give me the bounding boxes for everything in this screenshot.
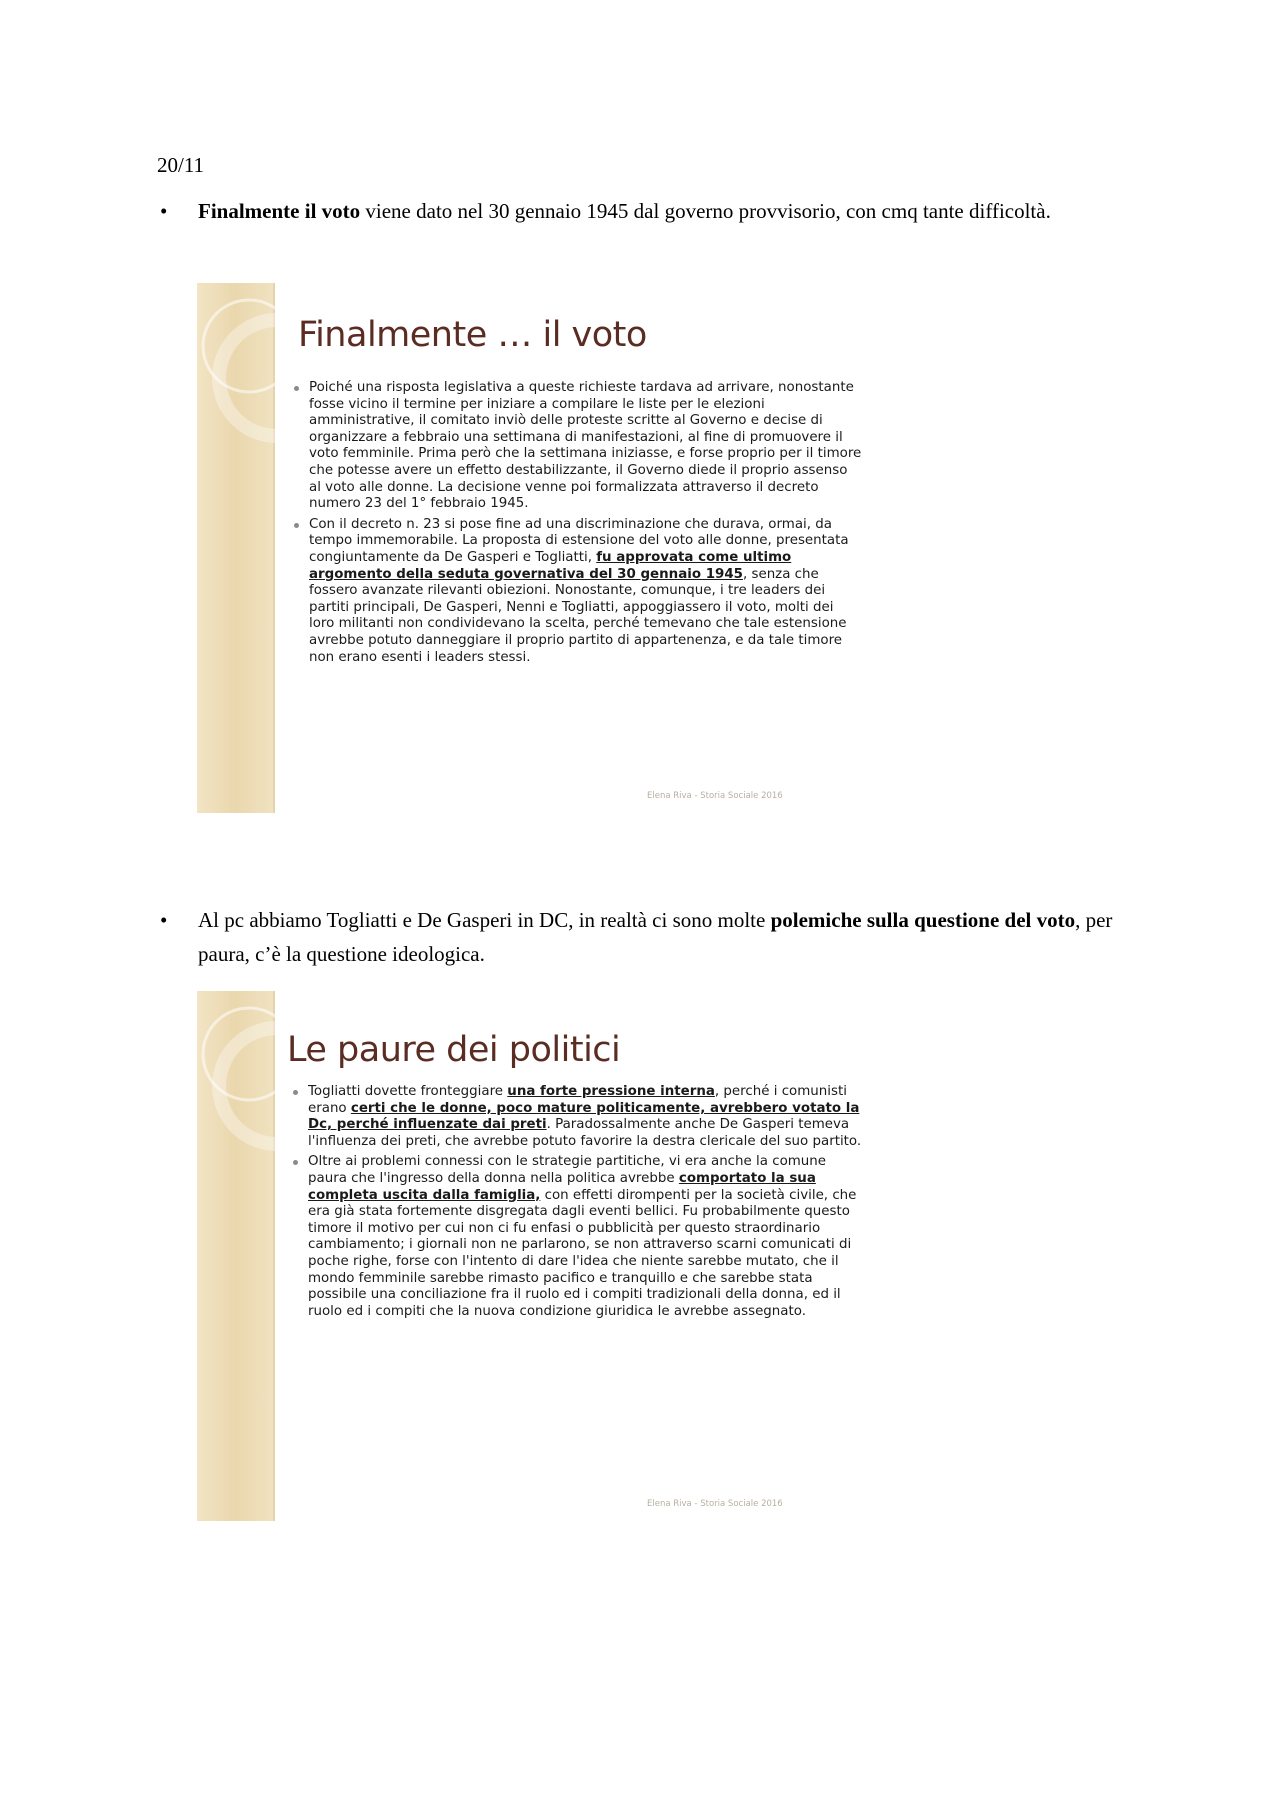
slide-le-paure-dei-politici [197, 991, 883, 1521]
slide-bullet-1-text-b: , perché i comunisti erano [308, 1084, 847, 1116]
slide-finalmente-il-voto [197, 283, 883, 813]
note-bold-1: Finalmente il voto [198, 199, 361, 223]
slide-bullet-1-text-c: . Paradossalmente anche De Gasperi temeva l'influenza dei preti, che avrebbe potuto favorire la destra clericale del suo partito. [308, 1117, 862, 1149]
note-text-1 [198, 194, 1150, 228]
note-paragraph-1 [160, 194, 1150, 228]
slide-footer: Elena Riva - Storia Sociale 2016 [647, 791, 783, 801]
slide-bullet-1 [293, 380, 863, 513]
slide-title: Le paure dei politici [287, 1030, 621, 1070]
slide-bullet-1-text: Poiché una risposta legislativa a queste richieste tardava ad arrivare, nonostante fosse vicino il termine per iniziare a compilare le liste per le elezioni amministrative, il comitato inviò delle proteste scritte al Governo e decise di organizzare a febbraio una settimana di manifestazioni, al fine di promuovere il voto femminile. Prima però che la settimana iniziasse, e forse proprio per il timore che potesse avere un effetto destabilizzante, il Governo diede il proprio assenso al voto alle donne. La decisione venne poi formalizzata attraverso il decreto numero 23 del 1° febbraio 1945. [309, 380, 862, 512]
slide-content [292, 1084, 867, 1324]
note-text-2-b: , per paura, c’è la questione ideologica. [198, 908, 1113, 966]
bullet-icon: • [160, 199, 168, 223]
bullet-icon: • [160, 908, 168, 932]
slide-bullet-2-text-a: Oltre ai problemi connessi con le strategie partitiche, vi era anche la comune paura che l'ingresso della donna nella politica avrebbe [308, 1154, 827, 1186]
slide-bullet-1-underlined-1: una forte pressione interna [507, 1084, 715, 1099]
slide-bullet-1-text-a: Togliatti dovette fronteggiare [308, 1084, 508, 1099]
slide-sidebar-decoration [197, 991, 275, 1521]
slide-bullet-2-underlined: comportato la sua completa uscita dalla famiglia, [308, 1170, 816, 1203]
note-text-2-a: Al pc abbiamo Togliatti e De Gasperi in DC, in realtà ci sono molte [198, 908, 771, 932]
slide-bullet-2-text-b: con effetti dirompenti per la società civile, che era già stata fortemente disgregata dagli eventi bellici. Fu probabilmente questo timore il motivo per cui non ci fu enfasi o pubblicità per questo straordinario cambiamento; i giornali non ne parlarono, se non attraverso scarni comunicati di poche righe, forse con l'intento di dare l'idea che niente sarebbe mutato, che il mondo femminile sarebbe rimasto pacifico e tranquillo e che sarebbe stata possibile una conciliazione fra il ruolo ed i compiti tradizionali della donna, ed il ruolo ed i compiti che la nuova condizione giuridica le avrebbe assegnato. [308, 1187, 857, 1319]
slide-bullet-2-text-b: , senza che fossero avanzate rilevanti obiezioni. Nonostante, comunque, i tre leaders dei partiti principali, De Gasperi, Nenni e Togliatti, appoggiassero il voto, molti dei loro militanti non condividevano la scelta, perché temevano che tale estensione avrebbe potuto danneggiare il proprio partito di appartenenza, e da tale timore non erano esenti i leaders stessi. [309, 566, 847, 665]
note-text-2 [198, 903, 1150, 971]
slide-content [293, 380, 863, 670]
slide-bullet-2-underlined: fu approvata come ultimo argomento della seduta governativa del 30 gennaio 1945 [309, 549, 792, 582]
slide-bullet-1 [292, 1084, 867, 1150]
slide-bullet-2-text-a: Con il decreto n. 23 si pose fine ad una discriminazione che durava, ormai, da tempo immemorabile. La proposta di estensione del voto alle donne, presentata congiuntamente da De Gasperi e Togliatti, [309, 516, 849, 565]
note-bold-2: polemiche sulla questione del voto [770, 908, 1076, 932]
note-rest-1: viene dato nel 30 gennaio 1945 dal governo provvisorio, con cmq tante difficoltà. [360, 199, 1051, 223]
note-paragraph-2 [160, 903, 1150, 971]
slide-bullet-2 [293, 517, 863, 666]
date-label: 20/11 [157, 153, 205, 177]
slide-bullet-2 [292, 1154, 867, 1320]
slide-title: Finalmente … il voto [298, 315, 647, 355]
slide-footer: Elena Riva - Storia Sociale 2016 [647, 1499, 783, 1509]
slide-bullet-1-underlined-2: certi che le donne, poco mature politicamente, avrebbero votato la Dc, perché influenzate dai preti [308, 1100, 860, 1133]
slide-sidebar-decoration [197, 283, 275, 813]
